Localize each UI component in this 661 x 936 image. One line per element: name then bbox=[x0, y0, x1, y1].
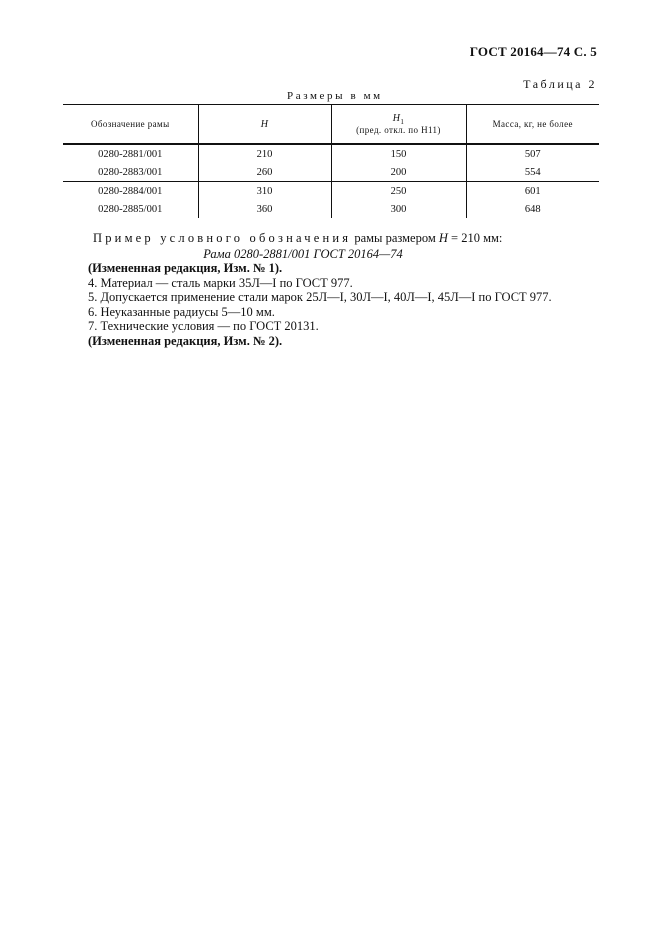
table-row bbox=[63, 200, 599, 218]
sizes-table bbox=[63, 104, 599, 218]
cell-designation: 0280-2883/001 bbox=[63, 163, 198, 182]
cell-mass: 601 bbox=[466, 182, 599, 201]
col-h1 bbox=[331, 105, 466, 145]
table-caption: Таблица 2 bbox=[523, 77, 597, 91]
cell-h1: 150 bbox=[331, 144, 466, 163]
item-6: 6. Неуказанные радиусы 5—10 мм. bbox=[88, 304, 275, 319]
item-4: 4. Материал — сталь марки 35Л—I по ГОСТ 977. bbox=[88, 275, 353, 290]
page-header: ГОСТ 20164—74 С. 5 bbox=[469, 44, 597, 59]
example-var: H bbox=[438, 231, 448, 245]
cell-mass: 648 bbox=[466, 200, 599, 218]
cell-h: 310 bbox=[198, 182, 331, 201]
table-row bbox=[63, 182, 599, 201]
cell-h: 210 bbox=[198, 144, 331, 163]
example-text: рамы размером bbox=[351, 231, 439, 245]
example-designation: Рама 0280-2881/001 ГОСТ 20164—74 bbox=[203, 246, 403, 261]
cell-designation: 0280-2881/001 bbox=[98, 148, 163, 160]
cell-h1: 300 bbox=[331, 200, 466, 218]
cell-mass: 554 bbox=[466, 163, 599, 182]
col-mass: Масса, кг, не более bbox=[466, 105, 599, 145]
cell-h: 260 bbox=[198, 163, 331, 182]
item-7: 7. Технические условия — по ГОСТ 20131. bbox=[88, 319, 319, 333]
example-line bbox=[93, 231, 613, 246]
col-h1-note: (пред. откл. по H11) bbox=[356, 125, 441, 136]
col-h-label: H bbox=[260, 118, 269, 130]
table-row bbox=[63, 144, 599, 163]
edit-note-1: (Измененная редакция, Изм. № 1). bbox=[88, 261, 283, 275]
col-h1-subscript: 1 bbox=[400, 117, 405, 126]
col-h bbox=[198, 105, 331, 145]
edit-note-2: (Измененная редакция, Изм. № 2). bbox=[88, 333, 283, 348]
cell-h: 360 bbox=[198, 200, 331, 218]
item-5: 5. Допускается применение стали марок 25Л—I, 30Л—I, 40Л—I, 45Л—I по ГОСТ 977. bbox=[88, 290, 552, 304]
cell-h1: 200 bbox=[331, 163, 466, 182]
body-text bbox=[88, 231, 613, 348]
cell-h1: 250 bbox=[331, 182, 466, 201]
col-h1-label: H bbox=[392, 112, 401, 124]
example-value: = 210 мм: bbox=[447, 231, 503, 245]
cell-mass: 507 bbox=[466, 144, 599, 163]
table-row bbox=[63, 163, 599, 182]
table-header-row bbox=[63, 105, 599, 145]
example-label: Пример условного обозначения bbox=[93, 231, 352, 245]
cell-designation: 0280-2884/001 bbox=[98, 185, 163, 197]
table-units: Размеры в мм bbox=[287, 90, 383, 102]
col-designation: Обозначение рамы bbox=[63, 105, 198, 145]
cell-designation: 0280-2885/001 bbox=[98, 203, 163, 215]
